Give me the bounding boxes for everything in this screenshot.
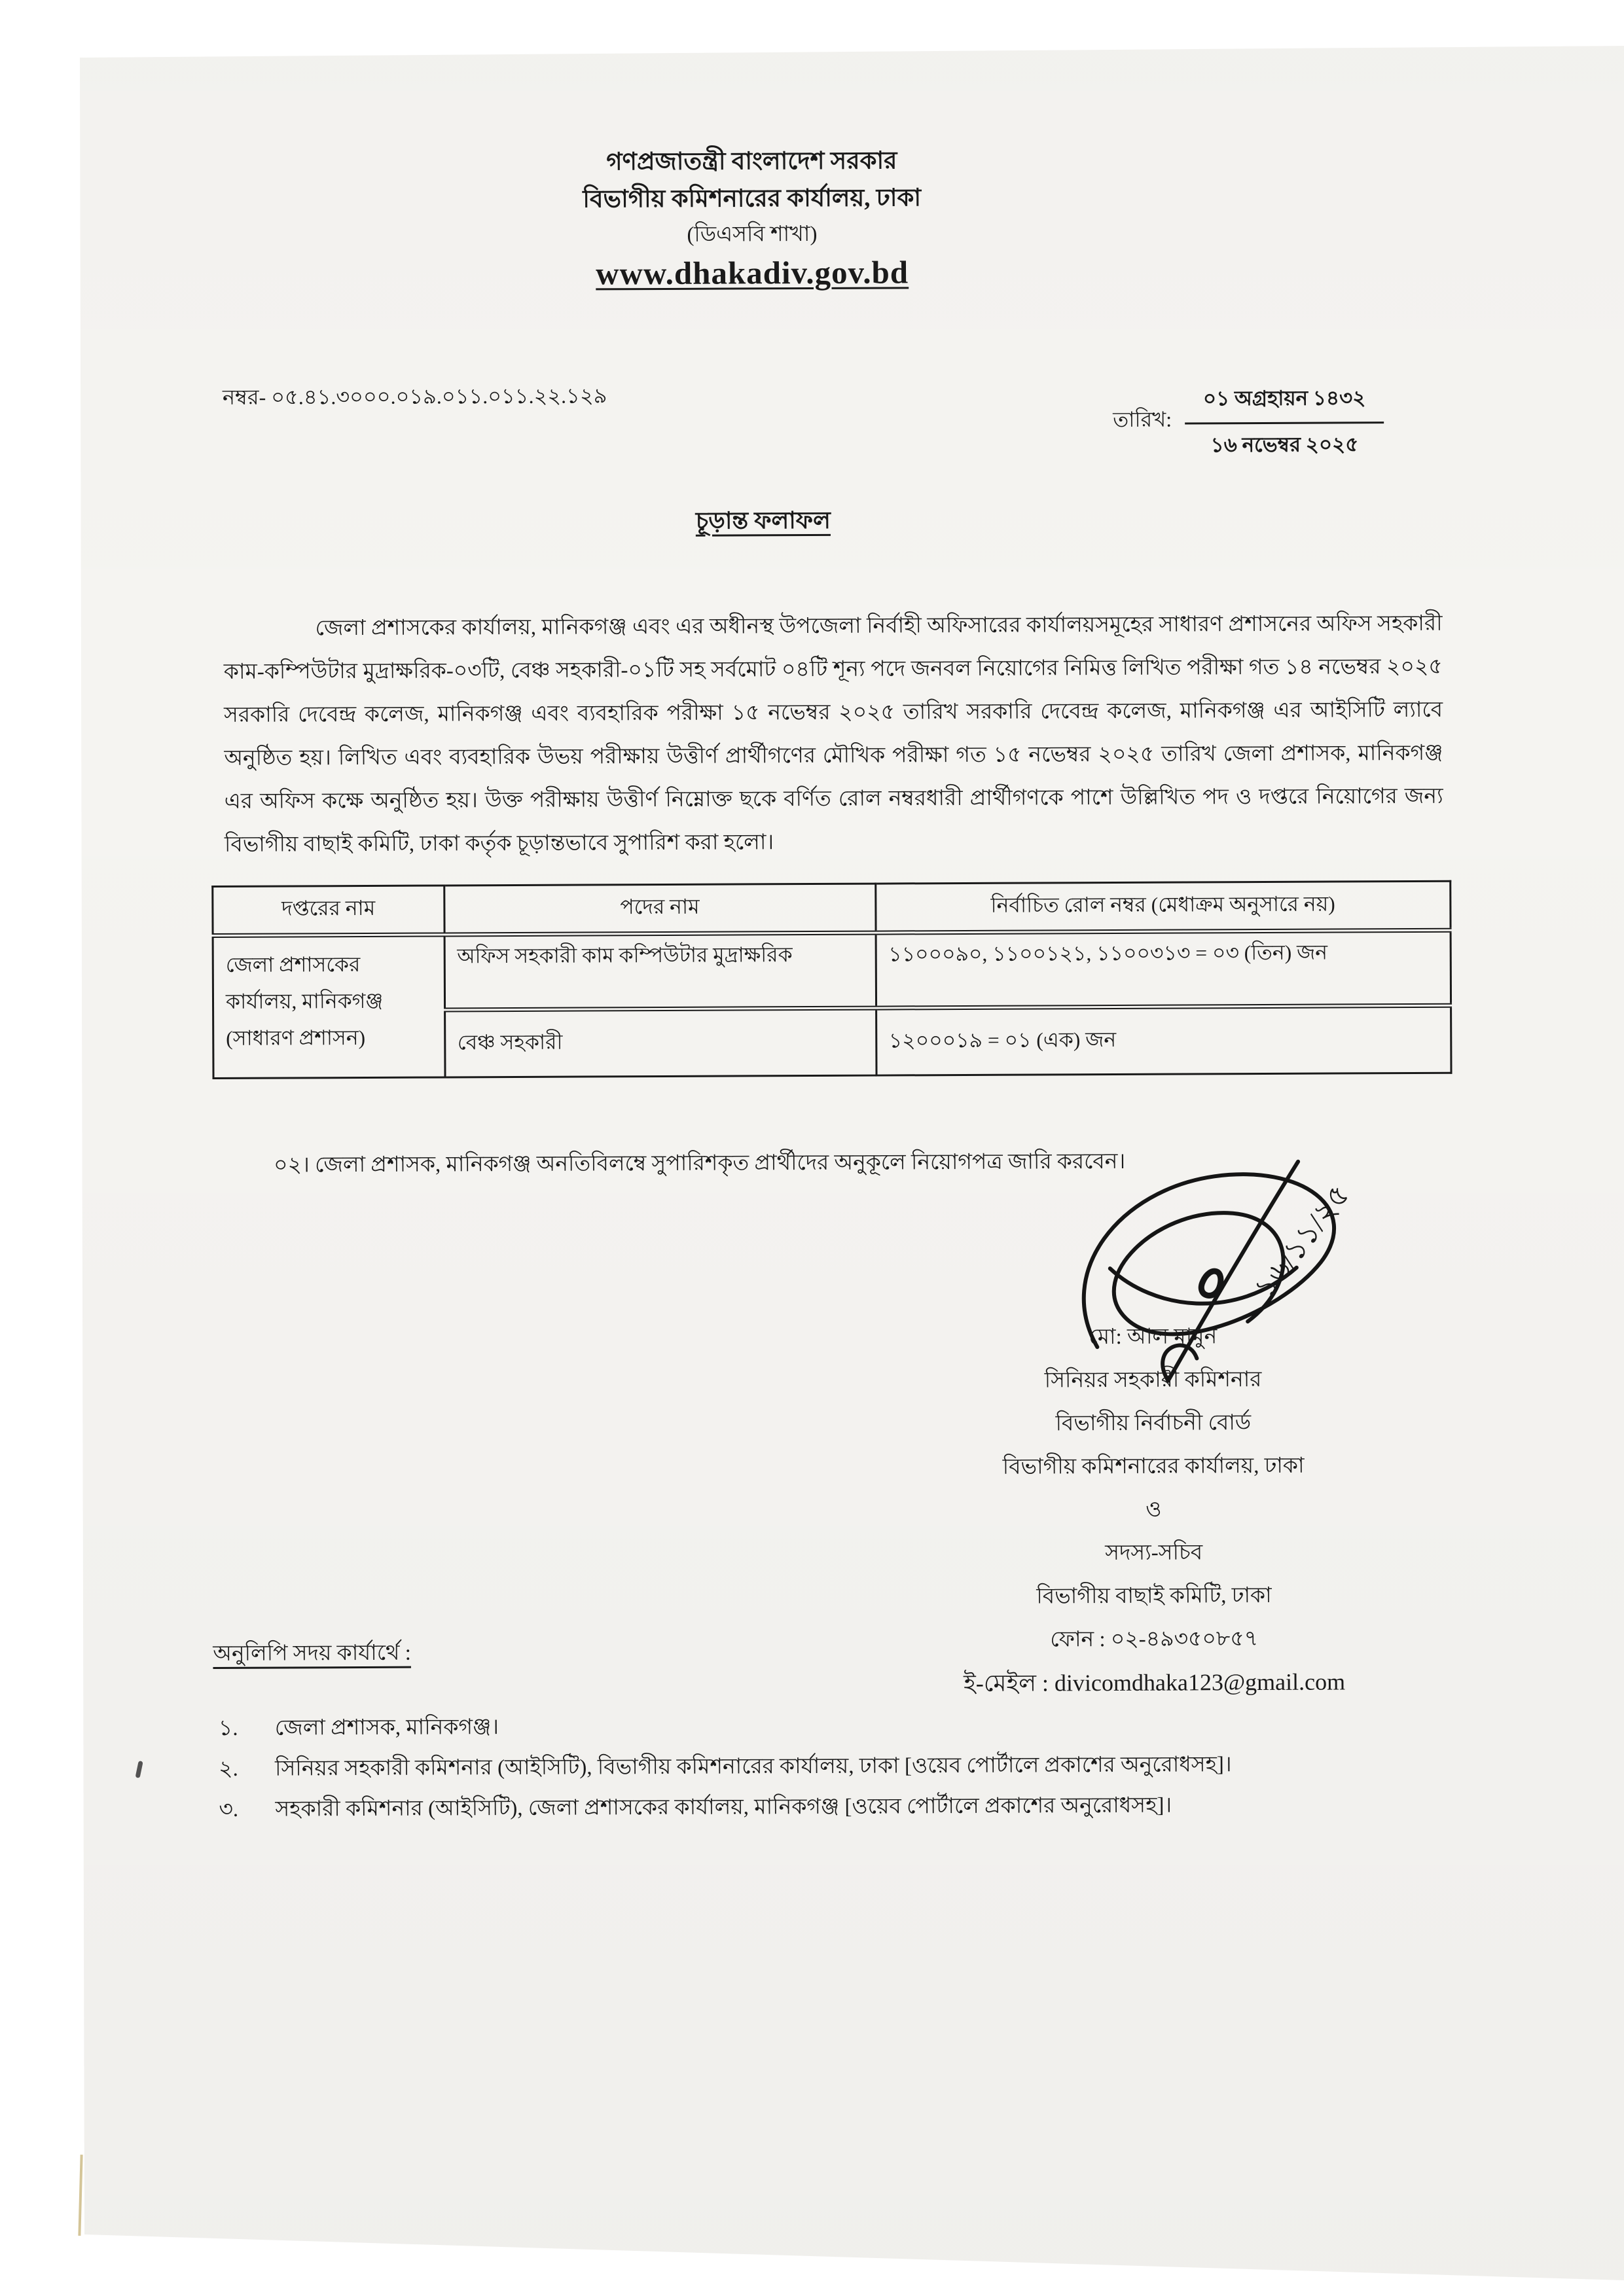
signatory-org-board: বিভাগীয় নির্বাচনী বোর্ড: [1055, 1411, 1252, 1436]
handwritten-date: ১৬/১১/২৫: [1248, 1177, 1356, 1305]
cc-item-number: ১.: [218, 1716, 238, 1740]
date-label: তারিখ:: [1113, 407, 1172, 431]
signature-block: [845, 1314, 1462, 1706]
cc-item-number: ২.: [219, 1757, 238, 1781]
office-name-cell: জেলা প্রশাসকের কার্যালয়, মানিকগঞ্জ (সাধারণ প্রশাসন): [213, 935, 445, 1079]
conjunction: ও: [1146, 1498, 1162, 1522]
signatory-role2: সদস্য-সচিব: [1105, 1541, 1203, 1566]
cc-item: [219, 1784, 1528, 1830]
government-name: গণপ্রজাতন্ত্রী বাংলাদেশ সরকার: [606, 147, 897, 176]
memo-number: নম্বর- ০৫.৪১.৩০০০.০১৯.০১১.০১১.২২.১২৯: [222, 384, 607, 409]
cc-item: [219, 1702, 1528, 1749]
phone-number: ফোন : ০২-৪৯৩৫০৮৫৭: [1050, 1627, 1259, 1652]
cc-item-number: ৩.: [219, 1797, 239, 1821]
body-paragraph: জেলা প্রশাসকের কার্যালয়, মানিকগঞ্জ এবং এর অধীনস্থ উপজেলা নির্বাহী অফিসারের কার্যালয়সমূহের সাধারণ প্রশাসনের অফিস সহকারী কাম-কম্পিউটার মুদ্রাক্ষরিক-০৩টি, বেঞ্চ সহকারী-০১টি সহ সর্বমোট ০৪টি শূন্য পদে জনবল নিয়োগের নিমিত্ত লিখিত পরীক্ষা গত ১৪ নভেম্বর ২০২৫ সরকারি দেবেন্দ্র কলেজ, মানিকগঞ্জ এবং ব্যবহারিক পরীক্ষা ১৫ নভেম্বর ২০২৫ তারিখ সরকারি দেবেন্দ্র কলেজ, মানিকগঞ্জ এর আইসিটি ল্যাবে অনুষ্ঠিত হয়। লিখিত এবং ব্যবহারিক উভয় পরীক্ষায় উত্তীর্ণ প্রার্থীগণের মৌখিক পরীক্ষা গত ১৫ নভেম্বর ২০২৫ তারিখ জেলা প্রশাসক, মানিকগঞ্জ এর অফিস কক্ষে অনুষ্ঠিত হয়। উক্ত পরীক্ষায় উত্তীর্ণ নিম্নোক্ত ছকে বর্ণিত রোল নম্বরধারী প্রার্থীগণকে পাশে উল্লিখিত পদ ও দপ্তরে নিয়োগের জন্য বিভাগীয় বাছাই কমিটি, ঢাকা কর্তৃক চূড়ান্তভাবে সুপারিশ করা হলো।: [223, 611, 1443, 857]
cc-item-text: সিনিয়র সহকারী কমিশনার (আইসিটি), বিভাগীয় কমিশনারের কার্যালয়, ঢাকা [ওয়েব পোর্টালে প্রকাশের অনুরোধসহ]।: [275, 1753, 1232, 1781]
result-table: [211, 880, 1452, 1079]
col-header-post: পদের নাম: [444, 884, 875, 935]
cc-heading: অনুলিপি সদয় কার্যার্থে :: [213, 1641, 411, 1666]
branch-name: (ডিএসবি শাখা): [687, 222, 818, 247]
document-title: চূড়ান্ত ফলাফল: [695, 507, 831, 534]
roll-result-cell: ১১০০০৯০, ১১০০১২১, ১১০০৩১৩ = ০৩ (তিন) জন: [876, 930, 1451, 1008]
stray-ink-mark: [135, 1761, 143, 1778]
signatory-org-committee: বিভাগীয় বাছাই কমিটি, ঢাকা: [1036, 1583, 1272, 1609]
cc-item-text: সহকারী কমিশনার (আইসিটি), জেলা প্রশাসকের কার্যালয়, মানিকগঞ্জ [ওয়েব পোর্টালে প্রকাশের অনুরোধসহ]।: [275, 1793, 1172, 1821]
cc-list: [219, 1702, 1528, 1830]
roll-result-cell: ১২০০০১৯ = ০১ (এক) জন: [876, 1005, 1451, 1075]
signatory-org-office: বিভাগীয় কমিশনারের কার্যালয়, ঢাকা: [1002, 1454, 1305, 1479]
instruction-paragraph: ০২। জেলা প্রশাসক, মানিকগঞ্জ অনতিবিলম্বে সুপারিশকৃত প্রার্থীদের অনুকূলে নিয়োগপত্র জারি করবেন।: [274, 1149, 1126, 1177]
cc-item-text: জেলা প্রশাসক, মানিকগঞ্জ।: [274, 1715, 499, 1740]
col-header-roll: নির্বাচিত রোল নম্বর (মেধাক্রম অনুসারে নয়): [875, 881, 1451, 933]
cc-item: [219, 1743, 1528, 1789]
table-header-row: [213, 881, 1451, 935]
date-block: [1113, 382, 1384, 464]
signatory-designation: সিনিয়র সহকারী কমিশনার: [1044, 1368, 1262, 1393]
letterhead: [414, 141, 1089, 293]
signatory-name: মো: আল মামুন: [1089, 1325, 1218, 1350]
col-header-office: দপ্তরের নাম: [213, 886, 444, 936]
date-values: [1185, 382, 1384, 463]
post-cell: বেঞ্চ সহকারী: [444, 1008, 876, 1077]
date-bengali-calendar: ০১ অগ্রহায়ন ১৪৩২: [1185, 382, 1384, 424]
date-gregorian: ১৬ নভেম্বর ২০২৫: [1210, 433, 1359, 457]
table-row: [213, 930, 1451, 1011]
website-url: www.dhakadiv.gov.bd: [596, 254, 909, 292]
post-cell: অফিস সহকারী কাম কম্পিউটার মুদ্রাক্ষরিক: [444, 933, 876, 1010]
office-name: বিভাগীয় কমিশনারের কার্যালয়, ঢাকা: [583, 185, 922, 213]
email-address: ই-মেইল : divicomdhaka123@gmail.com: [964, 1668, 1346, 1696]
